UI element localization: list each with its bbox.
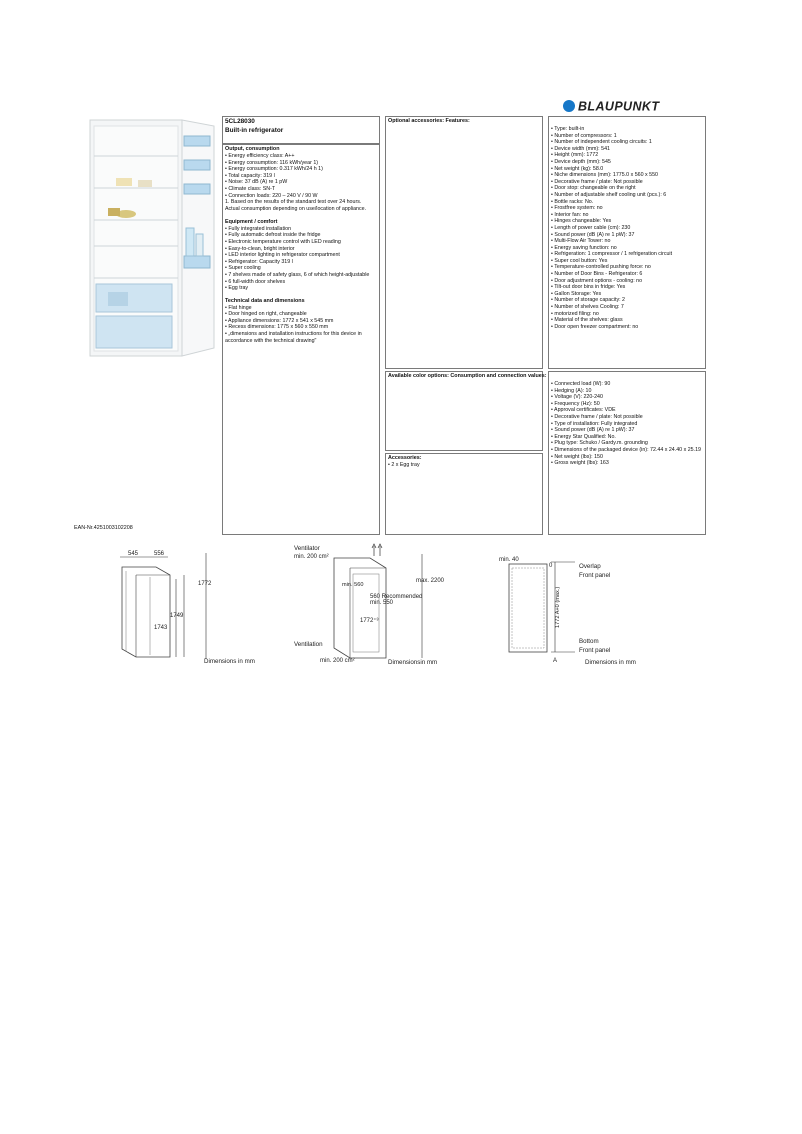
drawing1-caption: Dimensions in mm xyxy=(204,658,255,665)
feature-item: • Multi-Flow Air Tower: no xyxy=(551,238,611,245)
accessory-item: • 2 x Egg tray xyxy=(388,462,420,468)
dim-a: A xyxy=(553,658,558,664)
product-image xyxy=(86,116,218,362)
dim-vertical-1772: 1772 A+0 (max.) xyxy=(555,586,561,628)
vent-bottom-label: Ventilation xyxy=(294,641,323,648)
feature-item: • Number of shelves Cooling: 7 xyxy=(551,304,624,311)
spec-item: • Flat hinge xyxy=(225,304,252,311)
spec-item: • Energy efficiency class: A++ xyxy=(225,153,295,159)
feature-item: • Interior fan: no xyxy=(551,211,589,218)
dim-width-556: 556 xyxy=(154,551,165,557)
brand-name: BLAUPUNKT xyxy=(578,99,660,114)
spec-item: • Climate class: SN-T xyxy=(225,185,276,192)
accessories-heading: Accessories: xyxy=(388,455,422,461)
spec-item: • Egg tray xyxy=(225,285,249,292)
drawing-niche-ventilation xyxy=(290,540,450,670)
feature-item: • Frostfree system: no xyxy=(551,205,603,212)
connection-item: • Frequency (Hz): 50 xyxy=(551,400,600,407)
feature-item: • Height (mm): 1772 xyxy=(551,152,599,159)
feature-item: • Super cool button: Yes xyxy=(551,257,608,264)
spec-item: • Fully automatic defrost inside the fridge xyxy=(225,232,321,239)
connection-item: • Energy Star Qualified: No. xyxy=(551,433,616,440)
spec-item: • Appliance dimensions: 1772 x 541 x 545 mm xyxy=(225,317,334,324)
section-technical xyxy=(225,298,377,345)
feature-item: • Number of storage capacity: 2 xyxy=(551,297,625,304)
spec-item: • Super cooling xyxy=(225,265,261,272)
connection-item: • Dimensions of the packaged device (in): 72.44 x 24.40 x 25.19 xyxy=(551,446,701,453)
spec-item: • Easy-to-clean, bright interior xyxy=(225,245,295,252)
spec-item: • Energy consumption: 116 kWh/year 1) xyxy=(225,159,319,166)
feature-item: • Number of Door Bins - Refrigerator: 6 xyxy=(551,271,643,278)
product-model: 5CL28030 xyxy=(225,118,255,125)
feature-item: • Temperature-controlled pushing force: no xyxy=(551,264,651,271)
drawing2-caption: Dimensionsin mm xyxy=(388,659,438,666)
feature-item: • Sound power (dB (A) re 1 pW): 37 xyxy=(551,231,635,238)
feature-item: • Type: built-in xyxy=(551,126,585,132)
svg-text:0: 0 xyxy=(549,563,553,569)
spec-item: • Connection loads: 220 – 240 V / 90 W xyxy=(225,192,318,199)
accessories-box xyxy=(385,453,543,535)
spec-item: • 6 full-width door shelves xyxy=(225,278,286,285)
connection-item: • Approval certificates: VDE xyxy=(551,407,616,414)
dim-min-550: min. 550 xyxy=(370,600,394,606)
vent-top-area: min. 200 cm² xyxy=(294,554,329,560)
feature-item: • Door open freezer compartment: no xyxy=(551,323,639,330)
feature-item: • Number of adjustable shelf cooling unit (pcs.): 6 xyxy=(551,191,667,198)
connection-item: • Connected load (W): 90 xyxy=(551,381,611,387)
connection-item: • Decorative frame / plate: Not possible xyxy=(551,413,643,420)
drawing-door-panel xyxy=(495,552,685,672)
brand-logo xyxy=(561,98,671,114)
dim-height-1772: 1772 xyxy=(198,581,212,587)
feature-item: • Gallon Storage: Yes xyxy=(551,290,602,297)
feature-item: • Device depth (mm): 545 xyxy=(551,158,611,165)
spec-item: • Recess dimensions: 1775 x 560 x 550 mm xyxy=(225,324,329,331)
vent-up-arrow-icon xyxy=(372,544,376,556)
feature-item: • Device width (mm): 541 xyxy=(551,145,610,152)
feature-item: • Tilt-out door bins in fridge: Yes xyxy=(551,284,626,291)
optional-accessories-heading: Optional accessories: Features: xyxy=(388,118,470,124)
connection-item: • Sound power (dB (A) re 1 pW): 37 xyxy=(551,427,635,434)
spec-item: • 7 shelves made of safety glass, 6 of which height-adjustable xyxy=(225,271,370,278)
drawing3-caption: Dimensions in mm xyxy=(585,659,636,666)
connection-item: • Plug type: Schuko / Gardy.m. grounding xyxy=(551,440,648,447)
section-output xyxy=(225,146,377,213)
dim-height-1772: 1772⁺³ xyxy=(360,618,379,624)
feature-item: • Number of independent cooling circuits: 1 xyxy=(551,139,652,146)
feature-item: • Refrigeration: 1 compressor / 1 refrigeration circuit xyxy=(551,251,673,258)
feature-item: • Niche dimensions (mm): 1775.0 x 560 x 550 xyxy=(551,172,658,179)
dim-height-1749: 1749 xyxy=(170,613,184,619)
connection-item: • Hedging (A): 10 xyxy=(551,387,592,394)
spec-item: • Fully integrated installation xyxy=(225,225,292,232)
section-heading-equipment: Equipment / comfort xyxy=(225,218,278,225)
features-list xyxy=(551,126,703,330)
connection-item: • Type of installation: Fully integrated xyxy=(551,420,638,427)
feature-item: • Energy saving function: no xyxy=(551,244,617,251)
feature-item: • motorized filing: no xyxy=(551,310,599,317)
feature-item: • Door stop: changeable on the right xyxy=(551,185,636,192)
model-header-box xyxy=(222,116,380,144)
feature-item: • Bottle racks: No. xyxy=(551,198,594,205)
vent-up-arrow-icon xyxy=(378,544,382,556)
dim-min-560: min. 560 xyxy=(342,582,364,588)
dim-max-2200: max. 2200 xyxy=(416,578,445,584)
spec-item: • Door hinged on right, changeable xyxy=(225,311,307,318)
dim-min-40: min. 40 xyxy=(499,557,519,563)
spec-box xyxy=(222,144,380,535)
spec-item: • Noise: 37 dB (A) re 1 pW xyxy=(225,179,288,186)
connection-item: • Voltage (V): 220-240 xyxy=(551,394,603,401)
feature-item: • Number of compressors: 1 xyxy=(551,132,617,139)
color-options-heading: Available color options: Consumption and connection values: xyxy=(388,373,547,379)
feature-item: • Door adjustment options - cooling: no xyxy=(551,277,643,284)
spec-item: • LED interior lighting in refrigerator compartment xyxy=(225,252,340,259)
feature-item: • Material of the shelves: glass xyxy=(551,317,623,324)
connection-list xyxy=(551,381,703,467)
dim-recommended: 560 Recommended xyxy=(370,594,423,600)
spec-item: • Total capacity: 319 l xyxy=(225,172,275,179)
section-equipment xyxy=(225,219,377,292)
drawing-appliance-dimensions xyxy=(110,545,300,670)
spec-item: • Energy consumption: 0.317 kWh/24 h 1) xyxy=(225,166,323,173)
section-heading-output: Output, consumption xyxy=(225,146,280,152)
connection-box xyxy=(548,371,706,535)
product-name: Built-in refrigerator xyxy=(225,127,284,134)
dim-width-545: 545 xyxy=(128,551,139,557)
spec-footnote: 1. Based on the results of the standard test over 24 hours. Actual consumption depending on use/location of appliance. xyxy=(225,199,367,212)
section-heading-technical: Technical data and dimensions xyxy=(225,297,305,304)
label-bottom: Bottom xyxy=(579,638,599,645)
vent-bottom-area: min. 200 cm² xyxy=(320,658,355,664)
color-options-box xyxy=(385,371,547,451)
ean-number: EAN-Nr.4251003102208 xyxy=(74,525,133,531)
feature-item: • Length of power cable (cm): 230 xyxy=(551,224,631,231)
connection-item: • Gross weight (lbs): 163 xyxy=(551,460,609,467)
label-overlap: Overlap xyxy=(579,563,601,570)
spec-item: • „dimensions and installation instructions for this device in accordance with the technical drawing" xyxy=(225,331,362,344)
feature-item: • Hinges changeable: Yes xyxy=(551,218,612,225)
spec-item: • Refrigerator: Capacity 319 l xyxy=(225,258,293,265)
label-front-panel-bottom: Front panel xyxy=(579,647,611,654)
features-box xyxy=(548,116,706,369)
vent-top-label: Ventilator xyxy=(294,545,320,552)
connection-item: • Net weight (lbs): 150 xyxy=(551,453,603,460)
feature-item: • Net weight (kg): 58.0 xyxy=(551,165,604,172)
label-front-panel-top: Front panel xyxy=(579,572,611,579)
spec-item: • Electronic temperature control with LED reading xyxy=(225,238,341,245)
feature-item: • Decorative frame / plate: Not possible xyxy=(551,178,643,185)
dim-height-1743: 1743 xyxy=(154,625,168,631)
optional-accessories-box xyxy=(385,116,543,369)
brand-logo-icon xyxy=(561,98,671,114)
